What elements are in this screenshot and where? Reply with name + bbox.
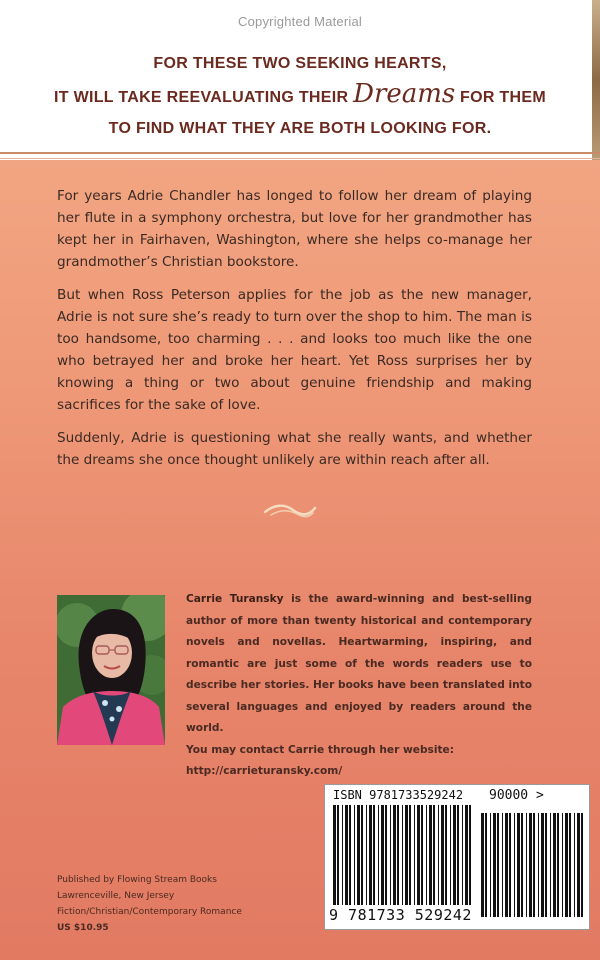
author-photo — [57, 595, 165, 745]
tagline-line-2-end: FOR THEM — [460, 89, 546, 106]
isbn-label: ISBN 9781733529242 — [333, 788, 464, 802]
tagline-line-2 — [0, 79, 600, 113]
flourish-ornament-icon — [263, 502, 317, 520]
page-edge-strip — [592, 0, 600, 160]
book-price: US $10.95 — [57, 923, 109, 933]
author-website-link[interactable]: http://carrieturansky.com/ — [186, 765, 343, 777]
tagline — [0, 48, 600, 144]
price-code: 90000 > — [489, 788, 544, 803]
author-bio-text — [186, 589, 532, 740]
publisher-location: Lawrenceville, New Jersey — [57, 891, 175, 901]
tagline-line-3: TO FIND WHAT THEY ARE BOTH LOOKING FOR. — [108, 120, 492, 137]
publisher-name: Published by Flowing Stream Books — [57, 875, 217, 885]
blurb-paragraph-3: Suddenly, Adrie is questioning what she really wants, and whether the dreams she once thought unlikely are within reach after all. — [57, 430, 532, 468]
isbn-barcode — [324, 784, 590, 930]
isbn-digits: 9 781733 529242 — [329, 906, 472, 924]
publisher-info — [57, 872, 242, 936]
book-category: Fiction/Christian/Contemporary Romance — [57, 907, 242, 917]
tagline-dreams-script: Dreams — [353, 79, 456, 109]
author-name: Carrie Turansky — [186, 593, 284, 605]
blurb-paragraph-1: For years Adrie Chandler has longed to follow her dream of playing her flute in a symphony orchestra, but love for her grandmother has kept her in Fairhaven, Washington, where she helps co-manage her grandmother’s Christian bookstore. — [57, 188, 532, 270]
tagline-line-1: FOR THESE TWO SEEKING HEARTS, — [153, 55, 447, 72]
copyright-notice: Copyrighted Material — [238, 14, 362, 29]
author-contact-line: You may contact Carrie through her website: — [186, 743, 454, 756]
divider-rule-thin — [0, 158, 600, 159]
blurb-paragraph-2: But when Ross Peterson applies for the job as the new manager, Adrie is not sure she’s ready to turn over the shop to him. The man is too handsome, too charming . . . and looks too much like the one who betrayed her and broke her heart. Yet Ross surprises her by knowing a thing or two about genuine friendship and making sacrifices for the sake of love. — [57, 287, 532, 413]
tagline-line-2-start: IT WILL TAKE REEVALUATING THEIR — [54, 89, 349, 106]
author-bio-rest: is the award-winning and best-selling author of more than twenty historical and contemporary novels and novellas. Heartwarming, inspiring, and romantic are just some of the words readers use to describe her stories. Her books have been translated into several languages and enjoyed by readers around the world. — [186, 593, 532, 734]
author-bio — [186, 589, 532, 783]
divider-rule — [0, 152, 600, 154]
book-blurb — [57, 185, 532, 482]
